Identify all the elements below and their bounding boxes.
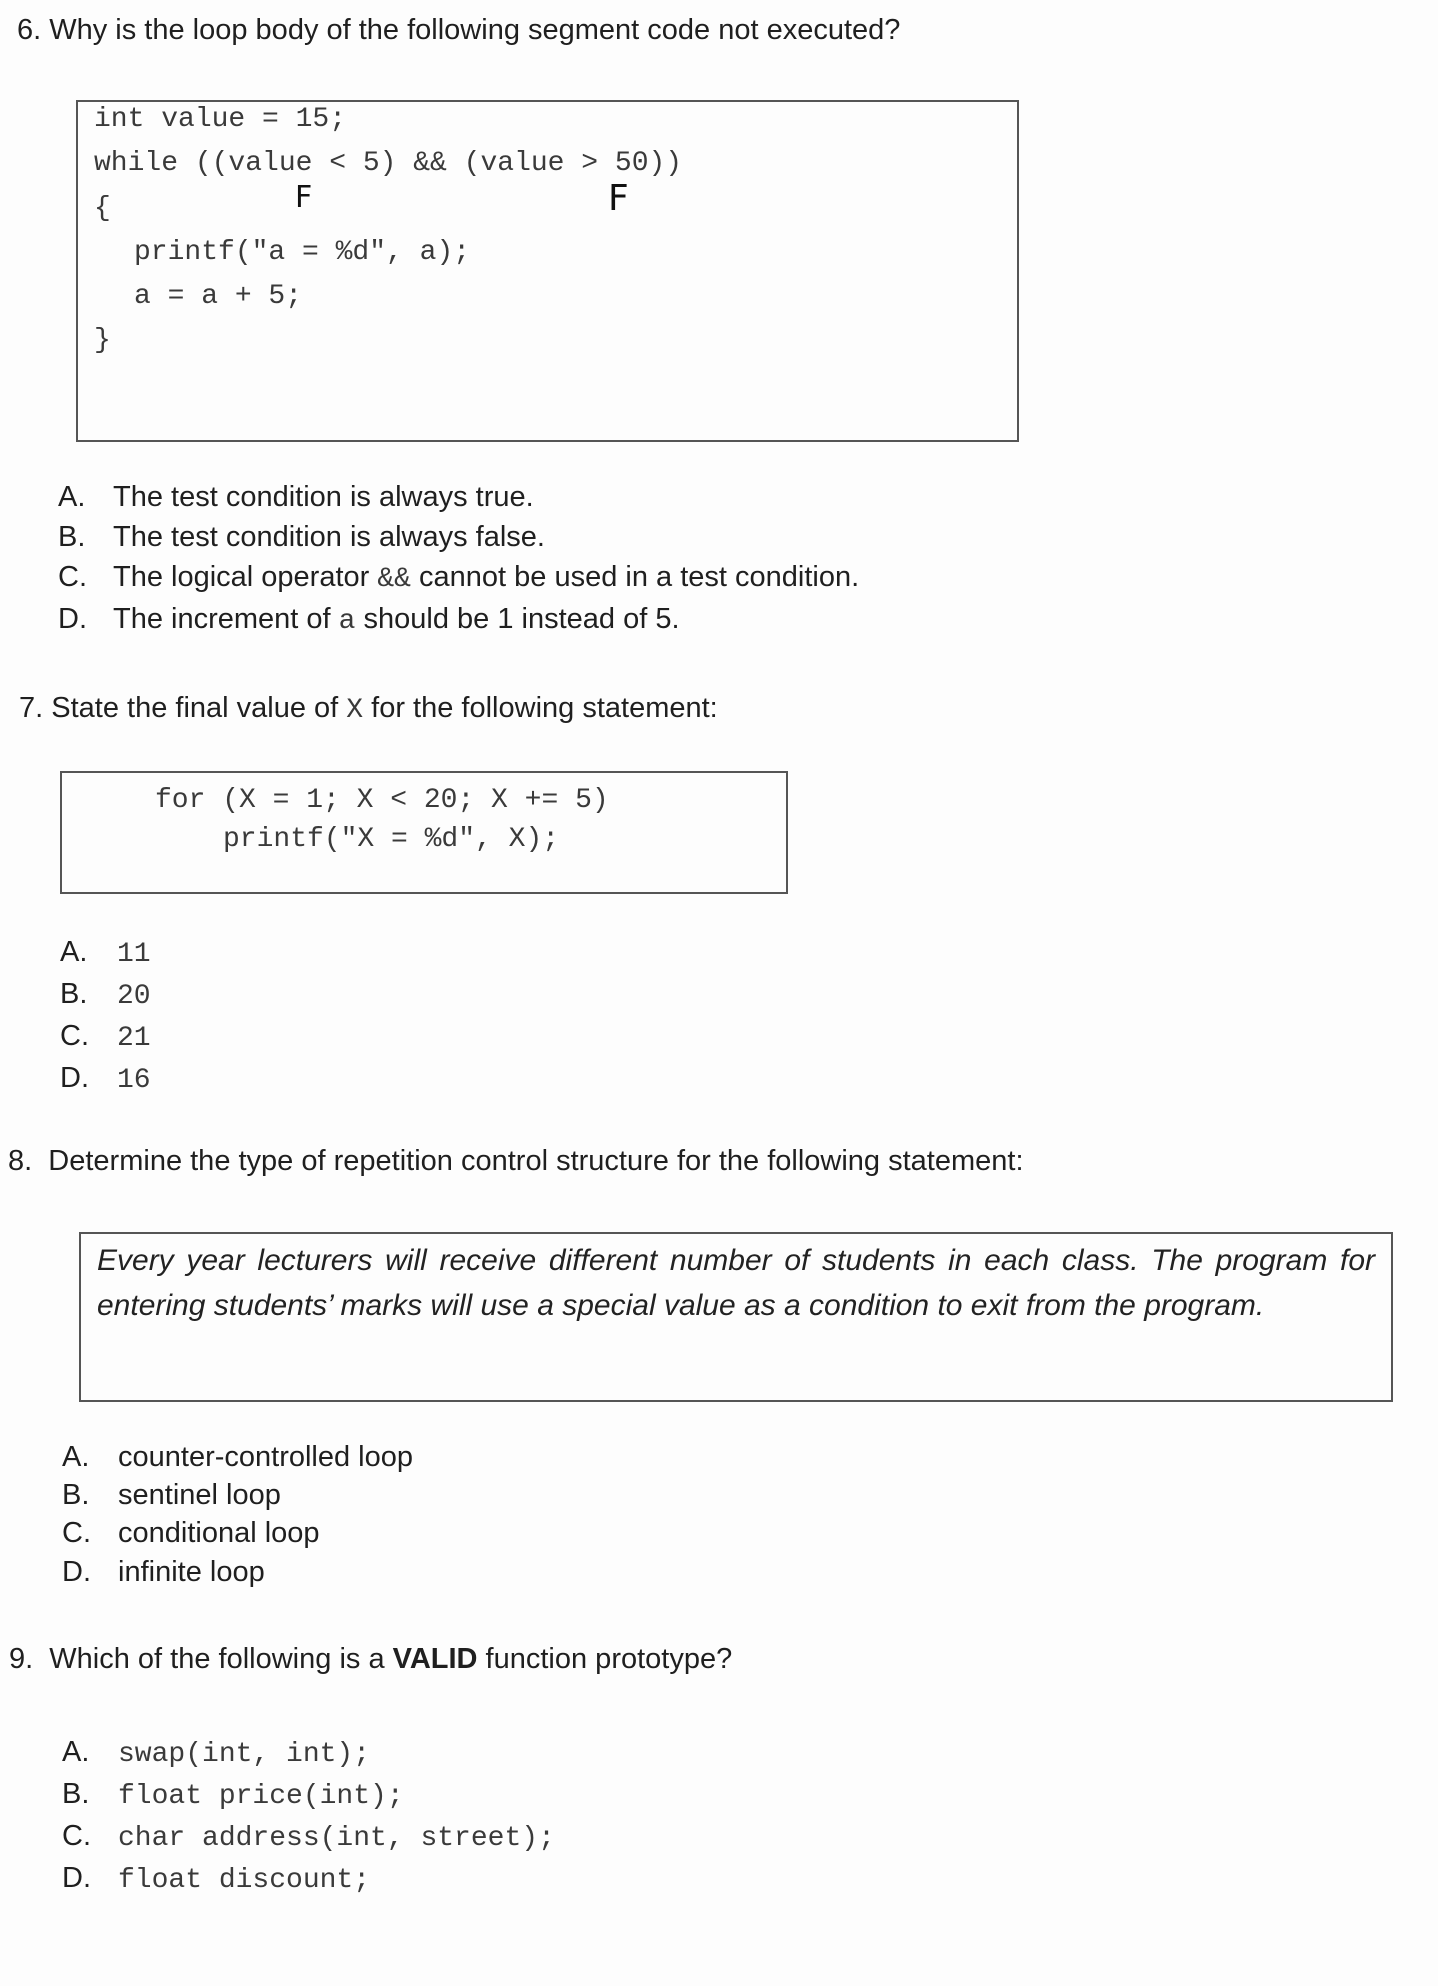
- option-a: A. The test condition is always true.: [58, 481, 534, 513]
- handwritten-annotation: F: [295, 180, 313, 215]
- option-d: D. 16: [60, 1062, 151, 1096]
- question-6-code-box: [76, 100, 1019, 442]
- option-b: B. float price(int);: [62, 1778, 404, 1812]
- option-d: D. infinite loop: [62, 1556, 265, 1588]
- question-9-title: 9. Which of the following is a VALID function prototype?: [9, 1643, 733, 1675]
- option-c: C. The logical operator && cannot be used in a test condition.: [58, 561, 860, 595]
- handwritten-annotation: F: [608, 178, 629, 219]
- option-a: A. counter-controlled loop: [62, 1441, 414, 1473]
- scenario-text: Every year lecturers will receive different number of students in each class. The program for entering students’ marks will use a special value as a condition to exit from the program.: [97, 1244, 1375, 1322]
- question-8-scenario-box: [79, 1232, 1393, 1402]
- code-line: for (X = 1; X < 20; X += 5): [155, 785, 609, 816]
- code-line: printf("a = %d", a);: [134, 237, 471, 268]
- option-c: C. conditional loop: [62, 1517, 320, 1549]
- question-6-title: 6. Why is the loop body of the following segment code not executed?: [17, 14, 901, 46]
- option-a: A. 11: [60, 936, 151, 970]
- option-c: C. char address(int, street);: [62, 1820, 555, 1854]
- question-7-code-box: [60, 771, 788, 894]
- option-c: C. 21: [60, 1020, 151, 1054]
- option-a: A. swap(int, int);: [62, 1736, 371, 1770]
- code-line: int value = 15;: [94, 104, 347, 135]
- question-7-title: 7. State the final value of X for the following statement:: [19, 692, 718, 726]
- option-b: B. sentinel loop: [62, 1479, 281, 1511]
- option-b: B. The test condition is always false.: [58, 521, 545, 553]
- option-b: B. 20: [60, 978, 151, 1012]
- code-line: }: [94, 325, 111, 356]
- code-line: {: [94, 193, 111, 224]
- question-8-title: 8. Determine the type of repetition control structure for the following statement:: [8, 1145, 1024, 1177]
- code-line: printf("X = %d", X);: [223, 824, 560, 855]
- code-line: a = a + 5;: [134, 281, 303, 312]
- option-d: D. The increment of a should be 1 instead of 5.: [58, 603, 680, 637]
- code-line: while ((value < 5) && (value > 50)): [94, 148, 683, 179]
- option-d: D. float discount;: [62, 1862, 371, 1896]
